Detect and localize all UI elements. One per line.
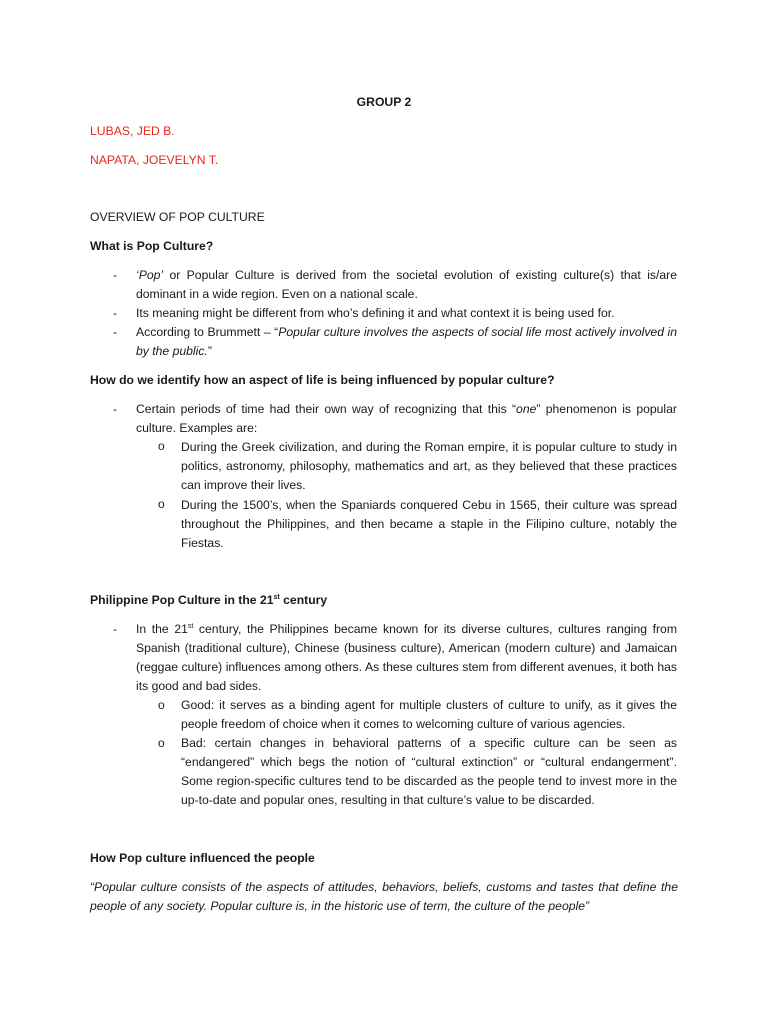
bullet-dash: -: [113, 268, 118, 282]
sub-bullet-item: Good: it serves as a binding agent for multiple clusters of culture to unify, as it gives the people freedom of choice when it comes to welcoming culture of various agencies.: [181, 698, 677, 731]
pop-term: ‘Pop’: [136, 268, 164, 282]
bullet-item: Certain periods of time had their own way of recognizing that this “one” phenomenon is popular culture. Examples are:: [136, 402, 677, 435]
overview-title: OVERVIEW OF POP CULTURE: [90, 210, 265, 224]
member-name-1: LUBAS, JED B.: [90, 124, 175, 138]
sub-bullet-mark: o: [158, 497, 165, 511]
sub-bullet-item: During the Greek civilization, and during the Roman empire, it is popular culture to study in politics, astronomy, philosophy, mathematics and art, as they believed that these practices can improve their lives.: [181, 440, 677, 492]
section-heading-identify-influence: How do we identify how an aspect of life is being influenced by popular culture?: [90, 373, 555, 387]
bullet-item: ‘Pop’ or Popular Culture is derived from the societal evolution of existing culture(s) that is/are dominant in a wide region. Even on a national scale.: [136, 268, 677, 301]
bullet-item: Its meaning might be different from who’s defining it and what context it is being used for.: [136, 306, 615, 320]
sub-bullet-item: Bad: certain changes in behavioral patterns of a specific culture can be seen as “endangered” which begs the notion of “cultural extinction” or “cultural endangerment”. Some region-specific cultures tend to be discarded as the people tend to invest more in the up-to-date and popular ones, resulting in that culture’s value to be discarded.: [181, 736, 677, 807]
sub-bullet-mark: o: [158, 439, 165, 453]
group-title: GROUP 2: [356, 95, 412, 109]
member-name-2: NAPATA, JOEVELYN T.: [90, 153, 219, 167]
quote-paragraph: “Popular culture consists of the aspects of attitudes, behaviors, beliefs, customs and tastes that define the people of any society. Popular culture is, in the historic use of term, the culture of the people”: [90, 880, 678, 913]
bullet-dash: -: [113, 402, 118, 416]
sub-bullet-mark: o: [158, 698, 165, 712]
bullet-item: According to Brummett – “Popular culture involves the aspects of social life most actively involved in by the public.”: [136, 325, 678, 358]
bullet-dash: -: [113, 306, 118, 320]
section-heading-what-is-pop-culture: What is Pop Culture?: [90, 239, 214, 253]
section-heading-pop-culture-influence: How Pop culture influenced the people: [90, 851, 315, 865]
bullet-dash: -: [113, 622, 118, 636]
sub-bullet-mark: o: [158, 736, 165, 750]
bullet-dash: -: [113, 325, 118, 339]
section-heading-philippine-pop-culture: Philippine Pop Culture in the 21st century: [90, 593, 328, 607]
sub-bullet-item: During the 1500’s, when the Spaniards conquered Cebu in 1565, their culture was spread throughout the Philippines, and then became a staple in the Filipino culture, notably the Fiestas.: [181, 498, 677, 550]
bullet-item: In the 21st century, the Philippines became known for its diverse cultures, cultures ranging from Spanish (traditional culture), Chinese (business culture), American (modern culture) and Jamaican (reggae culture) influences among others. As these cultures stem from different avenues, it both has its good and bad sides.: [136, 622, 677, 693]
